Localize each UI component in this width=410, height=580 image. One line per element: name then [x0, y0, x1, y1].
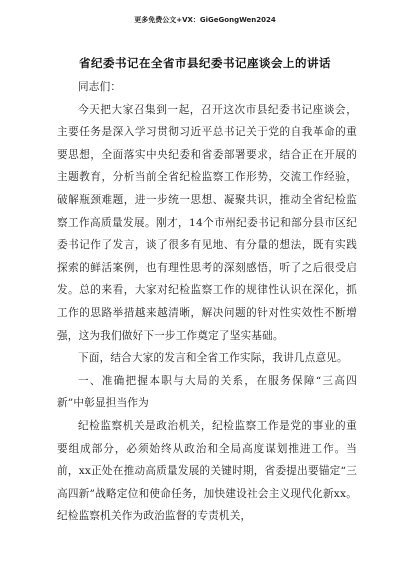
paragraph-transition: 下面，结合大家的发言和全省工作实际，我讲几点意见。	[78, 352, 348, 365]
document-body	[57, 76, 357, 528]
paragraph-opening: 今天把大家召集到一起，召开这次市县纪委书记座谈会，主要任务是深入学习贯彻习近平总书记关于党的自我革命的重要思想，全面落实中央纪委和省委部署要求，结合正在开展的主题教育，分析当前全省纪检监察工作形势，交流工作经验，破解瓶颈难题，进一步统一思想、凝聚共识，推动全省纪检监察工作高质量发展。刚才，14个市州纪委书记和部分县市区纪委书记作了发言，谈了很多有见地、有分量的想法，既有实践探索的鲜活案例，也有理性思考的深刻感悟，听了之后很受启发。总的来看，大家对纪检监察工作的规律性认识在深化，抓工作的思路举措越来越清晰，解决问题的针对性实效性不断增强，这为我们做好下一步工作奠定了坚实基础。	[57, 103, 357, 342]
document-title: 省纪委书记在全省市县纪委书记座谈会上的讲话	[79, 56, 331, 70]
paragraph-section-one: 纪检监察机关是政治机关，纪检监察工作是党的事业的重要组成部分，必须始终从政治和全局高度谋划推进工作。当前，xx正处在推动高质量发展的关键时期，省委提出要锚定“三高四新”战略定位和使命任务，加快建设社会主义现代化新xx。纪检监察机关作为政治监督的专责机关，	[57, 419, 357, 523]
section-heading: 一、准确把握本职与大局的关系，在服务保障“三高四新”中彰显担当作为	[57, 374, 357, 410]
salutation: 同志们：	[78, 81, 122, 93]
header-note: 更多免费公文+VX：GiGeGongWen2024	[134, 16, 276, 24]
